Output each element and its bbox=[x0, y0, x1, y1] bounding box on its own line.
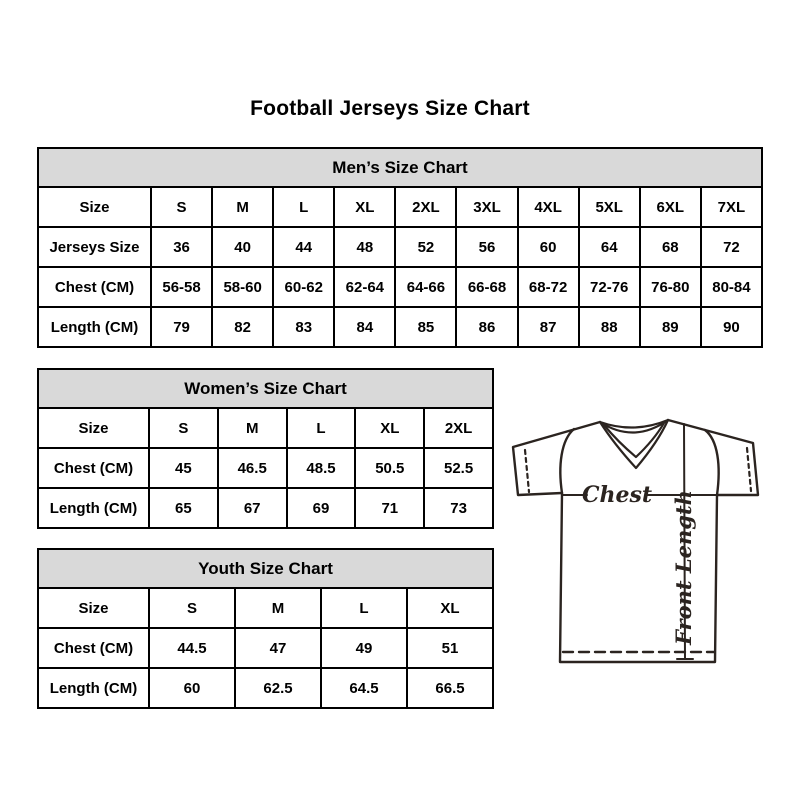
table-cell: 60 bbox=[518, 227, 579, 267]
jersey-left-armhole-path bbox=[560, 429, 574, 493]
table-cell: 48 bbox=[334, 227, 395, 267]
row-label: Chest (CM) bbox=[38, 267, 151, 307]
table-cell: 66.5 bbox=[407, 668, 493, 708]
jersey-diagram bbox=[500, 398, 770, 668]
table-cell: 68-72 bbox=[518, 267, 579, 307]
youth-table bbox=[37, 548, 494, 709]
table-cell: 52 bbox=[395, 227, 456, 267]
table-cell: XL bbox=[355, 408, 424, 448]
table-row bbox=[38, 267, 762, 307]
table-cell: 80-84 bbox=[701, 267, 762, 307]
table-cell: 76-80 bbox=[640, 267, 701, 307]
table-row bbox=[38, 628, 493, 668]
table-cell: M bbox=[218, 408, 287, 448]
jersey-right-sleeve-path bbox=[668, 420, 758, 495]
row-label: Length (CM) bbox=[38, 668, 149, 708]
table-cell: 36 bbox=[151, 227, 212, 267]
table-cell: 5XL bbox=[579, 187, 640, 227]
table-cell: 48.5 bbox=[287, 448, 356, 488]
table-cell: S bbox=[149, 408, 218, 448]
table-cell: 79 bbox=[151, 307, 212, 347]
chest-measure-label: Chest bbox=[581, 482, 653, 508]
row-label: Length (CM) bbox=[38, 488, 149, 528]
table-cell: 50.5 bbox=[355, 448, 424, 488]
table-row bbox=[38, 187, 762, 227]
table-cell: 88 bbox=[579, 307, 640, 347]
table-cell: M bbox=[235, 588, 321, 628]
table-cell: 69 bbox=[287, 488, 356, 528]
table-cell: 47 bbox=[235, 628, 321, 668]
row-label: Size bbox=[38, 408, 149, 448]
youth-size-table bbox=[37, 548, 494, 709]
table-cell: 89 bbox=[640, 307, 701, 347]
youth-table-title: Youth Size Chart bbox=[38, 549, 493, 588]
womens-table-title: Women’s Size Chart bbox=[38, 369, 493, 408]
right-cuff-dashed-line bbox=[747, 448, 751, 491]
table-cell: 2XL bbox=[424, 408, 493, 448]
table-cell: 52.5 bbox=[424, 448, 493, 488]
table-cell: 83 bbox=[273, 307, 334, 347]
table-cell: 3XL bbox=[456, 187, 517, 227]
womens-size-table bbox=[37, 368, 494, 529]
table-row bbox=[38, 448, 493, 488]
table-cell: 56 bbox=[456, 227, 517, 267]
table-row bbox=[38, 668, 493, 708]
table-cell: 56-58 bbox=[151, 267, 212, 307]
left-cuff-dashed-line bbox=[525, 450, 529, 492]
table-cell: 44 bbox=[273, 227, 334, 267]
table-cell: 51 bbox=[407, 628, 493, 668]
table-cell: 84 bbox=[334, 307, 395, 347]
womens-table bbox=[37, 368, 494, 529]
table-cell: 86 bbox=[456, 307, 517, 347]
table-cell: 72-76 bbox=[579, 267, 640, 307]
table-cell: 4XL bbox=[518, 187, 579, 227]
table-cell: 58-60 bbox=[212, 267, 273, 307]
table-cell: 67 bbox=[218, 488, 287, 528]
table-cell: L bbox=[287, 408, 356, 448]
row-label: Jerseys Size bbox=[38, 227, 151, 267]
table-row bbox=[38, 408, 493, 448]
mens-table bbox=[37, 147, 763, 348]
jersey-right-armhole-path bbox=[705, 430, 719, 495]
table-cell: 6XL bbox=[640, 187, 701, 227]
table-row bbox=[38, 588, 493, 628]
table-cell: 72 bbox=[701, 227, 762, 267]
row-label: Size bbox=[38, 187, 151, 227]
table-cell: L bbox=[273, 187, 334, 227]
table-cell: 60 bbox=[149, 668, 235, 708]
mens-size-table bbox=[37, 147, 763, 348]
jersey-outline-svg bbox=[500, 398, 770, 668]
table-row bbox=[38, 227, 762, 267]
table-cell: L bbox=[321, 588, 407, 628]
table-cell: 2XL bbox=[395, 187, 456, 227]
table-row bbox=[38, 488, 493, 528]
table-cell: 60-62 bbox=[273, 267, 334, 307]
mens-table-title: Men’s Size Chart bbox=[38, 148, 762, 187]
table-cell: 71 bbox=[355, 488, 424, 528]
table-cell: 40 bbox=[212, 227, 273, 267]
table-cell: 64.5 bbox=[321, 668, 407, 708]
table-cell: S bbox=[151, 187, 212, 227]
table-cell: 62-64 bbox=[334, 267, 395, 307]
table-cell: XL bbox=[407, 588, 493, 628]
table-cell: 90 bbox=[701, 307, 762, 347]
row-label: Length (CM) bbox=[38, 307, 151, 347]
table-cell: M bbox=[212, 187, 273, 227]
table-cell: 66-68 bbox=[456, 267, 517, 307]
row-label: Size bbox=[38, 588, 149, 628]
table-cell: 62.5 bbox=[235, 668, 321, 708]
table-cell: 7XL bbox=[701, 187, 762, 227]
table-cell: XL bbox=[334, 187, 395, 227]
page-title: Football Jerseys Size Chart bbox=[250, 97, 530, 120]
table-cell: 49 bbox=[321, 628, 407, 668]
table-cell: 68 bbox=[640, 227, 701, 267]
table-cell: 82 bbox=[212, 307, 273, 347]
table-cell: 46.5 bbox=[218, 448, 287, 488]
table-cell: 44.5 bbox=[149, 628, 235, 668]
row-label: Chest (CM) bbox=[38, 448, 149, 488]
table-cell: 64-66 bbox=[395, 267, 456, 307]
front-length-measure-label: Front Length bbox=[671, 490, 696, 645]
table-cell: 73 bbox=[424, 488, 493, 528]
table-row bbox=[38, 307, 762, 347]
table-cell: 85 bbox=[395, 307, 456, 347]
table-cell: 87 bbox=[518, 307, 579, 347]
table-cell: 64 bbox=[579, 227, 640, 267]
row-label: Chest (CM) bbox=[38, 628, 149, 668]
table-cell: 65 bbox=[149, 488, 218, 528]
table-cell: S bbox=[149, 588, 235, 628]
table-cell: 45 bbox=[149, 448, 218, 488]
